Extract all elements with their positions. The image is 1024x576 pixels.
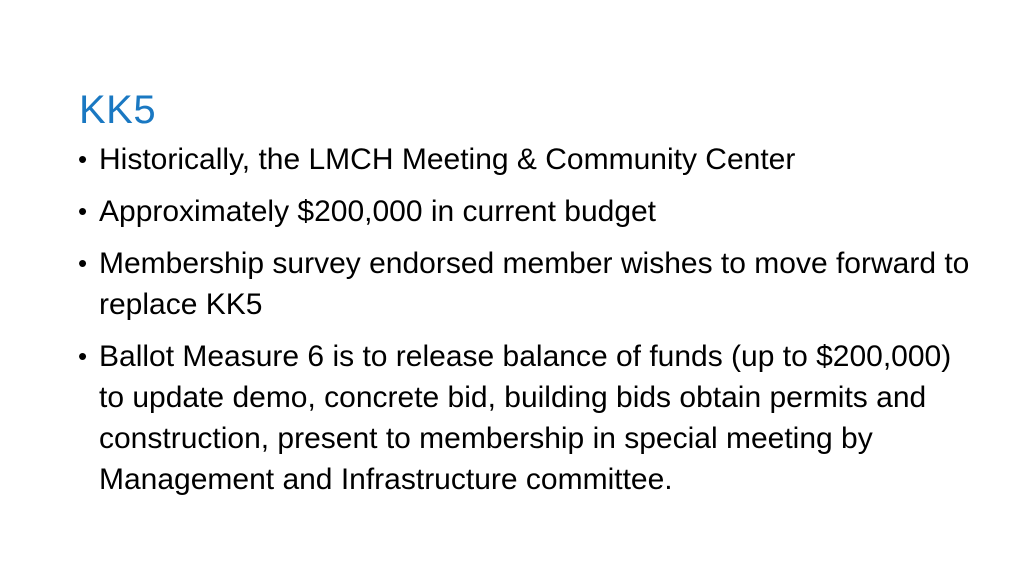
bullet-item [78, 139, 978, 180]
bullet-text: Membership survey endorsed member wishes to move forward to replace KK5 [99, 247, 970, 321]
bullet-text: Historically, the LMCH Meeting & Community Center [99, 143, 796, 176]
bullet-item [78, 336, 978, 500]
bullet-text: Approximately $200,000 in current budget [99, 195, 657, 228]
bullet-icon: • [78, 144, 88, 174]
bullet-list [78, 139, 978, 511]
bullet-icon: • [78, 248, 88, 278]
bullet-item [78, 243, 978, 325]
slide-title: KK5 [79, 88, 157, 132]
bullet-icon: • [78, 341, 88, 371]
bullet-icon: • [78, 196, 88, 226]
bullet-text: Ballot Measure 6 is to release balance of funds (up to $200,000) to update demo, concrete bid, building bids obtain permits and construction, present to membership in special meeting by Management and Infrastructure committee. [99, 340, 952, 496]
bullet-item [78, 191, 978, 232]
